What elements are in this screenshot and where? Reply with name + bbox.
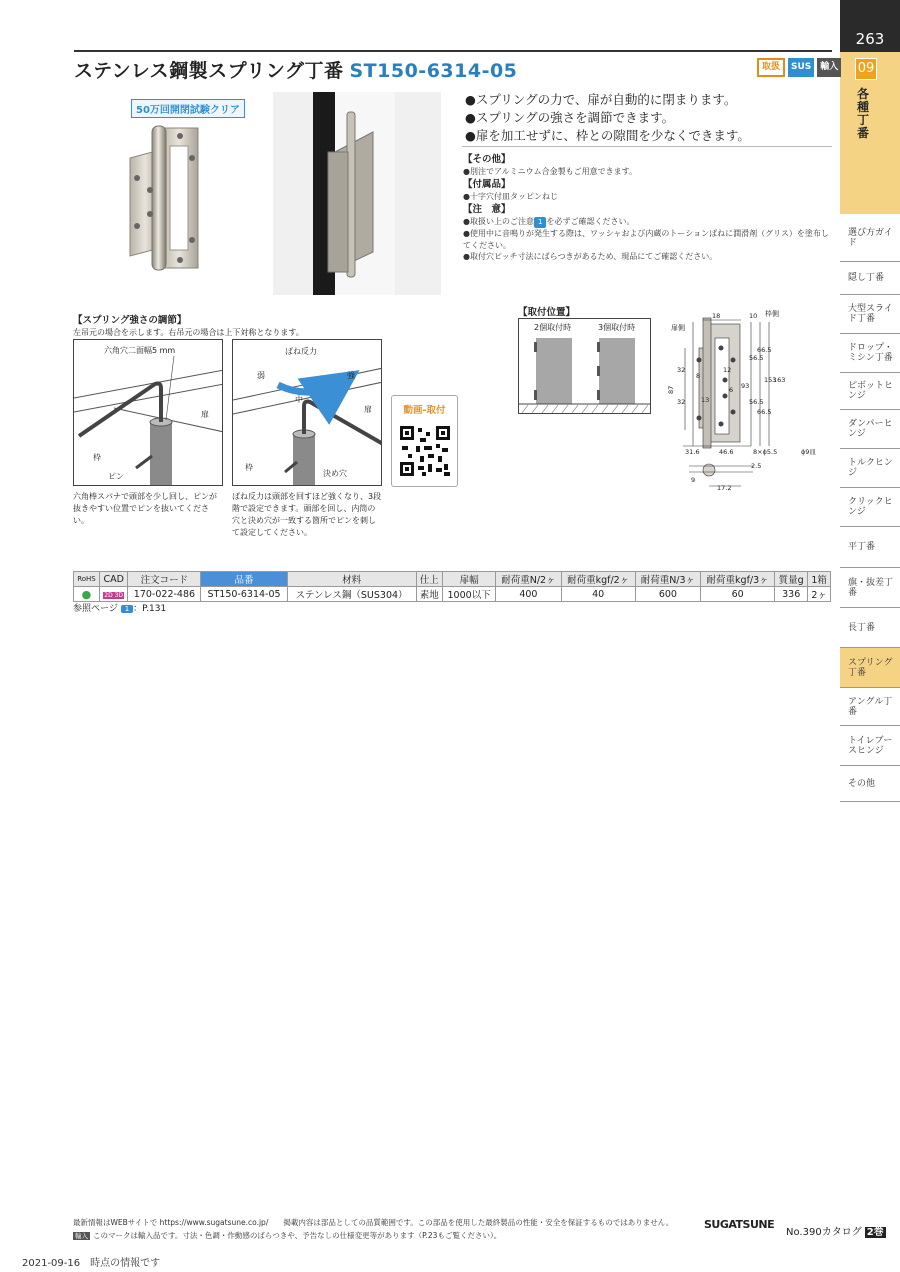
spec-table — [73, 571, 831, 602]
sidebar-item-large-slide[interactable]: 大型スライド丁番 — [840, 295, 900, 334]
weak-label: 弱 — [257, 371, 265, 380]
sidebar-item-flag[interactable]: 旗・抜差丁番 — [840, 568, 900, 608]
col-header: 品番 — [201, 572, 287, 587]
dim-label: 163 — [773, 376, 786, 384]
col-header: 耐荷重N/3ヶ — [635, 572, 700, 587]
dim-label: 153 — [764, 376, 777, 384]
category-tab[interactable] — [840, 52, 900, 214]
dim-label: 17.2 — [717, 484, 732, 492]
table-row — [74, 587, 831, 602]
sidebar-item-guide[interactable]: 選び方ガイド — [840, 214, 900, 262]
badge-group — [757, 58, 841, 77]
notes-block — [463, 152, 833, 263]
hinge-product-image — [120, 118, 220, 278]
sidebar-item-torque[interactable]: トルクヒンジ — [840, 449, 900, 488]
mount-label-2: 2個取付時 — [534, 323, 572, 332]
ref-link[interactable]: 1 — [534, 217, 546, 229]
dim-label: 8 — [696, 372, 701, 380]
volume-badge: 2巻 — [866, 1227, 884, 1238]
category-label: 各種丁番 — [857, 87, 870, 140]
category-sidebar — [840, 0, 900, 800]
cycle-test-badge: 50万回開閉試験クリア — [131, 99, 245, 118]
sidebar-item-other[interactable]: その他 — [840, 766, 900, 802]
catalog-label — [786, 1223, 886, 1238]
dim-label: 18 — [712, 312, 721, 320]
sidebar-item-pivot[interactable]: ピボットヒンジ — [840, 373, 900, 410]
pin-label: ピン — [108, 472, 124, 481]
cad-download-link[interactable]: 2D 3D — [104, 591, 124, 599]
col-header: 耐荷重kgf/3ヶ — [701, 572, 775, 587]
dim-label: 13 — [701, 396, 710, 404]
title-part-number: ST150-6314-05 — [349, 60, 518, 82]
accessory-heading: 【付属品】 — [463, 179, 511, 190]
caution-item — [463, 216, 833, 229]
divider — [462, 146, 832, 147]
sus-badge: SUS — [788, 58, 814, 77]
page-number: 263 — [840, 0, 900, 52]
page-title — [74, 56, 517, 83]
qr-code-icon[interactable] — [400, 426, 450, 476]
sidebar-item-concealed[interactable]: 隠し丁番 — [840, 262, 900, 295]
adjust-diagram-1 — [73, 339, 223, 486]
caution-text: ●取扱い上のご注意 — [463, 216, 534, 226]
category-number: 09 — [855, 58, 877, 80]
mount-title: 【取付位置】 — [518, 307, 576, 318]
hex-label: 六角穴二面幅5 mm — [104, 346, 176, 355]
dim-label: 46.6 — [719, 448, 734, 456]
handling-badge: 取扱 — [757, 58, 785, 77]
adjust-title: 【スプリング強さの調節】 — [73, 315, 187, 326]
sidebar-item-click[interactable]: クリックヒンジ — [840, 488, 900, 527]
col-header: 耐荷重N/2ヶ — [496, 572, 561, 587]
title-rule — [74, 50, 832, 52]
load-kgf-2: 40 — [561, 587, 635, 602]
door-label: 扉 — [364, 405, 372, 414]
feature-item: ●扉を加工せずに、枠との隙間を少なくできます。 — [465, 128, 750, 143]
dim-label: 9 — [691, 476, 696, 484]
dim-label: 6 — [729, 386, 734, 394]
col-header: 仕上 — [416, 572, 442, 587]
video-label: 動画-取付 — [403, 405, 446, 416]
dim-label: 56.5 — [749, 398, 764, 406]
load-n-2: 400 — [496, 587, 561, 602]
mass: 336 — [775, 587, 808, 602]
import-note-text: このマークは輸入品です。寸法・色調・作動感のばらつきや、予告なしの仕様変更等があります（P.23もご覧ください）。 — [93, 1231, 502, 1240]
strong-label: 強 — [347, 371, 355, 380]
sidebar-item-damper[interactable]: ダンパーヒンジ — [840, 410, 900, 449]
title-text: ステンレス鋼製スプリング丁番 — [74, 60, 344, 82]
other-text: ●別注でアルミニウム合金製もご用意できます。 — [463, 166, 637, 176]
dim-label: 8×ϕ5.5 — [753, 448, 778, 456]
dim-label: 87 — [667, 385, 675, 394]
sidebar-item-flat[interactable]: 平丁番 — [840, 527, 900, 568]
table-header-row — [74, 572, 831, 587]
dim-label: 31.6 — [685, 448, 700, 456]
col-header: CAD — [99, 572, 127, 587]
adjust-description: 左吊元の場合を示します。右吊元の場合は上下対称となります。 — [73, 328, 304, 337]
ref-suffix: ：P.131 — [133, 604, 167, 614]
ref-link[interactable]: 1 — [121, 605, 133, 613]
other-heading: 【その他】 — [463, 154, 511, 165]
dim-label: 2.5 — [751, 462, 762, 470]
rohs-indicator: ● — [81, 587, 92, 601]
mount-position-diagram — [518, 318, 651, 414]
sidebar-item-spring[interactable]: スプリング丁番 — [840, 648, 900, 688]
load-n-3: 600 — [635, 587, 700, 602]
caution-item: ●使用中に音鳴りが発生する際は、ワッシャおよび内蔵のトーションばねに潤滑剤（グリス）を塗布してください。 — [463, 229, 829, 250]
ref-prefix: 参照ページ — [73, 604, 118, 614]
reference-page — [73, 601, 166, 614]
footer-notice: 最新情報はWEBサイトで https://www.sugatsune.co.jp/ 掲載内容は部品としての品質範囲です。この部品を使用した最終製品の性能・安全を保証するものではありません。 — [73, 1218, 674, 1227]
col-header: 材料 — [287, 572, 416, 587]
sidebar-item-toilet[interactable]: トイレブースヒンジ — [840, 726, 900, 766]
door-width: 1000以下 — [443, 587, 496, 602]
frame-label: 枠 — [93, 453, 101, 462]
box-qty: 2ヶ — [808, 587, 831, 602]
caution-item: ●取付穴ピッチ寸法にばらつきがあるため、現品にてご確認ください。 — [463, 252, 718, 261]
technical-drawing — [663, 308, 835, 498]
sidebar-item-long[interactable]: 長丁番 — [840, 608, 900, 648]
dim-label: 56.5 — [749, 354, 764, 362]
catalog-text: No.390カタログ — [786, 1227, 862, 1238]
dim-label: 93 — [741, 382, 750, 390]
sidebar-item-drop[interactable]: ドロップ・ミシン丁番 — [840, 334, 900, 373]
import-tag: 輸入 — [75, 1232, 88, 1240]
sidebar-item-angle[interactable]: アングル丁番 — [840, 688, 900, 726]
video-qr-card[interactable] — [391, 395, 458, 487]
finish: 素地 — [416, 587, 442, 602]
installed-photo — [273, 92, 441, 295]
import-badge: 輸入 — [817, 58, 841, 77]
force-label: ばね反力 — [285, 347, 317, 356]
dim-label: 66.5 — [757, 346, 772, 354]
dim-label: 10 — [749, 312, 758, 320]
frame-side-label: 枠側 — [765, 310, 779, 318]
footer-import-note — [73, 1230, 501, 1241]
feature-item: ●スプリングの力で、扉が自動的に閉まります。 — [465, 92, 737, 107]
load-kgf-3: 60 — [701, 587, 775, 602]
caution-heading: 【注 意】 — [463, 204, 511, 215]
frame-label: 枠 — [245, 463, 253, 472]
door-label: 扉 — [201, 410, 209, 419]
mid-label: 中 — [295, 395, 303, 404]
material: ステンレス鋼（SUS304） — [287, 587, 416, 602]
col-header: 注文コード — [128, 572, 201, 587]
col-header: 質量g — [775, 572, 808, 587]
order-code: 170-022-486 — [128, 587, 201, 602]
dim-label: ϕ9皿 — [801, 448, 816, 456]
mount-label-3: 3個取付時 — [598, 323, 636, 332]
feature-item: ●スプリングの強さを調節できます。 — [465, 110, 675, 125]
col-header: 1箱 — [808, 572, 831, 587]
hole-label: 決め穴 — [323, 469, 347, 478]
accessory-text: ●十字穴付皿タッピンねじ — [463, 191, 558, 201]
dim-label: 32 — [677, 366, 686, 374]
dim-label: 32 — [677, 398, 686, 406]
info-date: 2021-09-16 時点の情報です — [22, 1258, 161, 1269]
col-header: 耐荷重kgf/2ヶ — [561, 572, 635, 587]
adjust-caption-1: 六角棒スパナで頭部を少し回し、ピンが抜きやすい位置でピンを抜いてください。 — [73, 492, 217, 525]
adjust-caption-2: ばね反力は頭部を回すほど強くなり、3段階で設定できます。頭部を回し、内筒の穴と決め穴が一致する箇所でピンを刺して設定してください。 — [232, 492, 382, 537]
dim-label: 12 — [723, 366, 732, 374]
dim-label: 66.5 — [757, 408, 772, 416]
col-header: 扉幅 — [443, 572, 496, 587]
part-number: ST150-6314-05 — [201, 587, 287, 602]
adjust-diagram-2 — [232, 339, 382, 486]
caution-text: を必ずご確認ください。 — [546, 216, 635, 226]
door-side-label: 扉側 — [671, 324, 685, 332]
feature-list — [465, 91, 750, 145]
brand-logo: SUGATSUNE — [704, 1218, 775, 1231]
col-header: RoHS — [74, 572, 100, 587]
